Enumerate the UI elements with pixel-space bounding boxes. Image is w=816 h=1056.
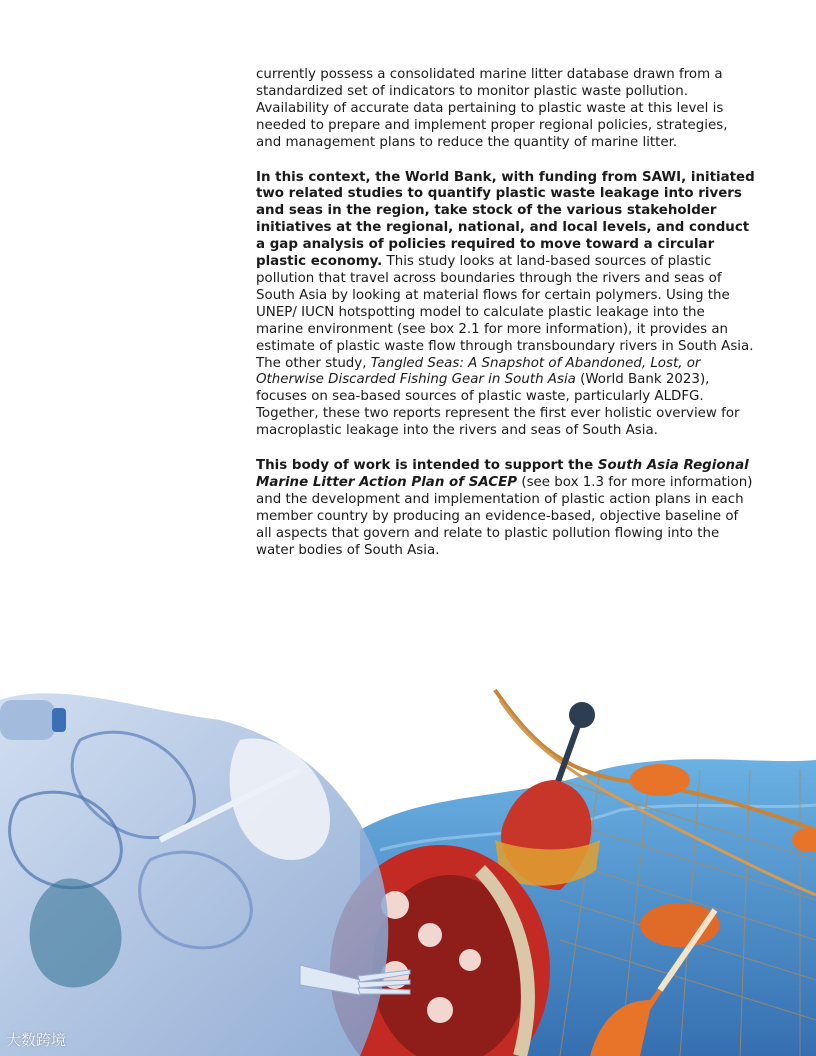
paragraph-2: In this context, the World Bank, with funding from SAWI, initiated two related studies to quantify plastic waste leakage into rivers and seas in the region, take stock of the various stakeholder initiatives at the regional, national, and local levels, and conduct a gap analysis of policies required to move toward a circular plastic economy. This study looks at land-based sources of plastic pollution that travel across boundaries through the rivers and seas of South Asia by looking at material flows for certain polymers. Using the UNEP/ IUCN hotspotting model to calculate plastic leakage into the marine environment (see box 2.1 for more information), it provides an estimate of plastic waste flow through transboundary rivers in South Asia. The other study, Tangled Seas: A Snapshot of Abandoned, Lost, or Otherwise Discarded Fishing Gear in South Asia (World Bank 2023), focuses on sea-based sources of plastic waste, particularly ALDFG. Together, these two reports represent the first ever holistic overview for macroplastic leakage into the rivers and seas of South Asia. <box>256 169 755 439</box>
paragraph-3: This body of work is intended to support the South Asia Regional Marine Litter Action Plan of SACEP (see box 1.3 for more information) and the development and implementation of plastic action plans in each member country by producing an evidence-based, objective baseline of all aspects that govern and relate to plastic pollution flowing into the water bodies of South Asia. <box>256 458 753 558</box>
watermark: 大数跨境 <box>6 1031 67 1049</box>
paragraph-1: currently possess a consolidated marine litter database drawn from a standardized set of indicators to monitor plastic waste pollution. Availability of accurate data pertaining to plastic waste at this level is needed to prepare and implement proper regional policies, strategies, and management plans to reduce the quantity of marine litter. <box>256 67 728 150</box>
body-text <box>256 67 756 577</box>
plastic-waste-pile <box>0 693 388 1056</box>
bobber-tip <box>569 702 595 728</box>
orange-float-1 <box>630 764 690 796</box>
marine-litter-illustration <box>0 680 816 1056</box>
